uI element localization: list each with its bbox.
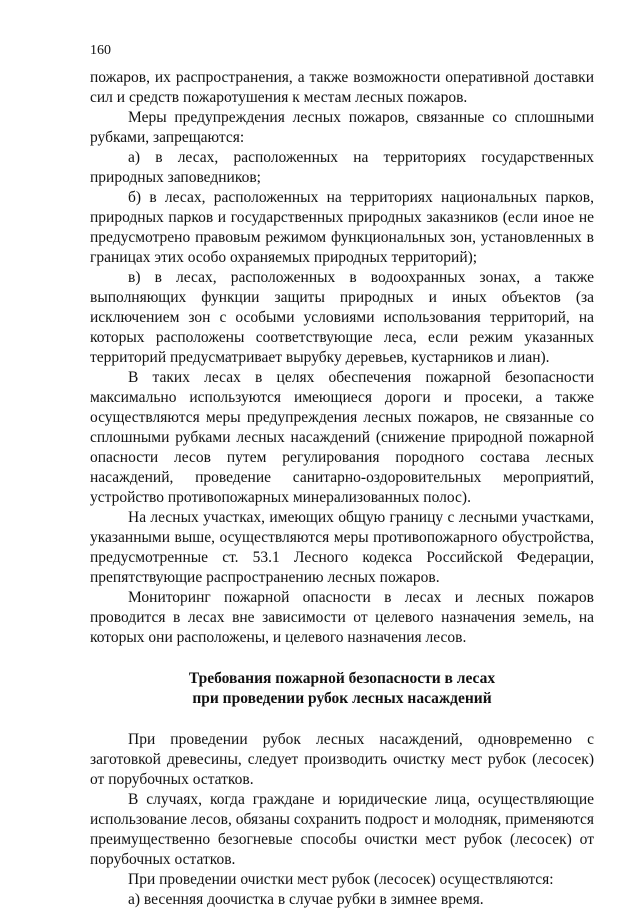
section-heading <box>90 669 594 709</box>
paragraph: В таких лесах в целях обеспечения пожарной безопасности максимально используются имеющиеся дороги и просеки, а также осуществляются меры предупреждения лесных пожаров, не связанные со сплошными рубками лесных насаждений (снижение природной пожарной опасности лесов путем регулирования породного состава лесных насаждений, проведение санитарно-оздоровительных мероприятий, устройство противопожарных минерализованных полос). <box>90 369 594 506</box>
paragraph: Мониторинг пожарной опасности в лесах и лесных пожаров проводится в лесах вне зависимости от целевого назначения земель, на которых они расположены, и целевого назначения лесов. <box>90 589 594 646</box>
paragraph: в) в лесах, расположенных в водоохранных зонах, а также выполняющих функции защиты природных и иных объектов (за исключением зон с особыми условиями использования территорий, на которых расположены соответствующие леса, если режим указанных территорий предусматривает вырубку деревьев, кустарников и лиан). <box>90 269 594 366</box>
page-number: 160 <box>90 43 111 58</box>
paragraph: Меры предупреждения лесных пожаров, связанные со сплошными рубками, запрещаются: <box>90 109 594 146</box>
section-heading-line-1: Требования пожарной безопасности в лесах <box>188 670 496 687</box>
paragraph: а) в лесах, расположенных на территориях государственных природных заповедников; <box>90 149 594 186</box>
page-body <box>90 68 594 910</box>
paragraph: На лесных участках, имеющих общую границу с лесными участками, указанными выше, осуществляются меры противопожарного обустройства, предусмотренные ст. 53.1 Лесного кодекса Российской Федерации, препятствующие распространению лесных пожаров. <box>90 509 594 586</box>
paragraphs-after <box>90 730 594 910</box>
paragraphs-before <box>90 68 594 648</box>
section-heading-line-2: при проведении рубок лесных насаждений <box>192 690 492 707</box>
paragraph: пожаров, их распространения, а также возможности оперативной доставки сил и средств пожаротушения к местам лесных пожаров. <box>90 69 594 106</box>
paragraph: б) в лесах, расположенных на территориях национальных парков, природных парков и государственных природных заказников (если иное не предусмотрено правовым режимом функциональных зон, установленных в границах этих особо охраняемых природных территорий); <box>90 189 594 266</box>
paragraph: При проведении рубок лесных насаждений, одновременно с заготовкой древесины, следует производить очистку мест рубок (лесосек) от порубочных остатков. <box>90 731 594 788</box>
paragraph: При проведении очистки мест рубок (лесосек) осуществляются: <box>128 871 554 888</box>
paragraph: В случаях, когда граждане и юридические лица, осуществляющие использование лесов, обязаны сохранить подрост и молодняк, применяются преимущественно безогневые способы очистки мест рубок (лесосек) от порубочных остатков. <box>90 791 594 868</box>
paragraph: а) весенняя доочистка в случае рубки в зимнее время. <box>128 891 484 908</box>
